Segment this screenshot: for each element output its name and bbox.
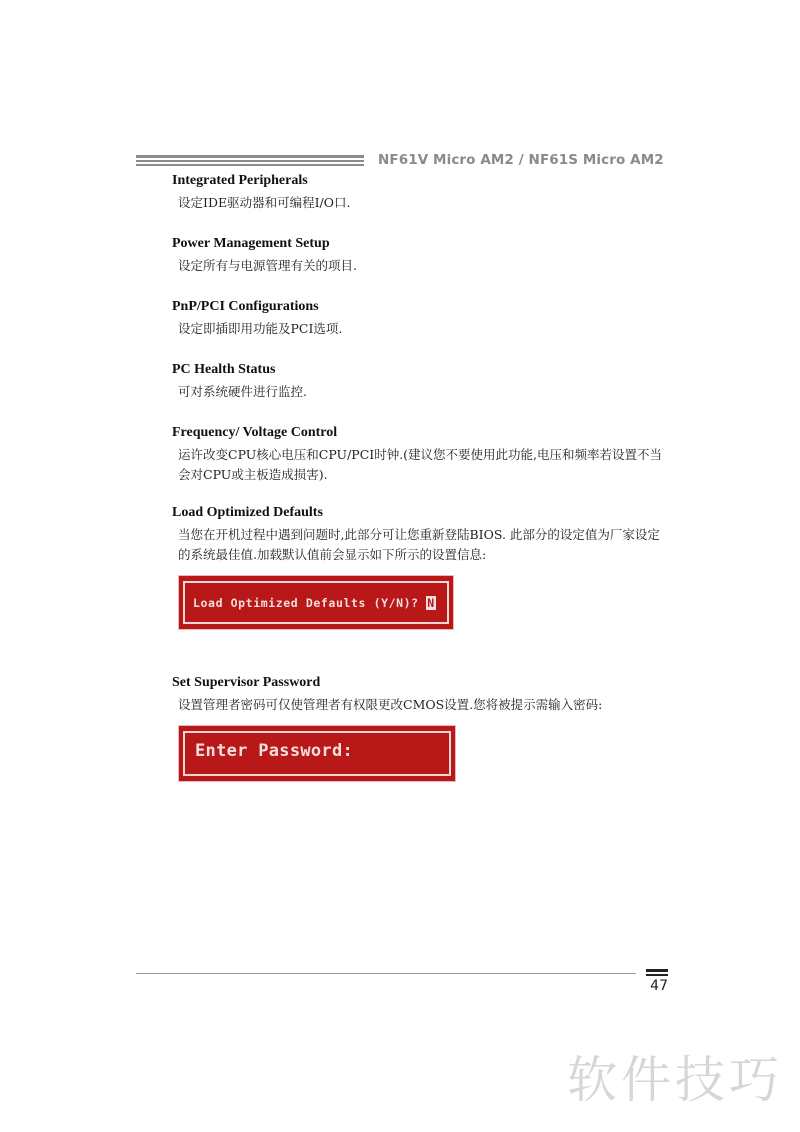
section-title: PC Health Status (172, 362, 276, 377)
section-frequency-voltage (172, 425, 672, 485)
section-power-management (172, 236, 672, 276)
section-title: Power Management Setup (172, 236, 330, 251)
section-title: Integrated Peripherals (172, 173, 308, 188)
section-description: 设定IDE驱动器和可编程I/O口. (178, 195, 351, 210)
section-description: 设定即插即用功能及PCI选项. (178, 321, 343, 336)
section-load-optimized-defaults (172, 505, 672, 565)
section-supervisor-password (172, 675, 672, 715)
password-dialog (178, 725, 456, 782)
footer-mark (646, 969, 668, 972)
load-defaults-dialog (178, 575, 454, 630)
section-description: 运许改变CPU核心电压和CPU/PCI时钟.(建议您不要使用此功能,电压和频率若设置不当会对CPU或主板造成损害). (178, 447, 663, 482)
header-title: NF61V Micro AM2 / NF61S Micro AM2 (378, 152, 664, 168)
section-title: Set Supervisor Password (172, 675, 321, 690)
header-rules (136, 155, 364, 167)
section-description: 设定所有与电源管理有关的项目. (178, 258, 357, 273)
section-pc-health (172, 362, 672, 402)
section-description: 可对系统硬件进行监控. (178, 384, 307, 399)
section-title: Load Optimized Defaults (172, 505, 323, 520)
footer-rule (136, 973, 636, 974)
section-description: 设置管理者密码可仅使管理者有权限更改CMOS设置.您将被提示需输入密码: (178, 697, 603, 712)
prompt-text: Load Optimized Defaults (Y/N)? (193, 596, 427, 610)
watermark: 软件技巧 (567, 1051, 783, 1109)
section-title: PnP/PCI Configurations (172, 299, 319, 314)
footer-mark (646, 974, 668, 976)
page-number: 47 (650, 978, 668, 994)
section-integrated-peripherals (172, 173, 672, 213)
section-title: Frequency/ Voltage Control (172, 425, 338, 440)
prompt-input-value[interactable]: N (427, 596, 435, 610)
section-pnp-pci (172, 299, 672, 339)
load-defaults-prompt (193, 596, 436, 610)
password-prompt[interactable]: Enter Password: (195, 741, 354, 761)
section-description: 当您在开机过程中遇到问题时,此部分可让您重新登陆BIOS. 此部分的设定值为厂家设定的系统最佳值.加载默认值前会显示如下所示的设置信息: (178, 527, 660, 562)
